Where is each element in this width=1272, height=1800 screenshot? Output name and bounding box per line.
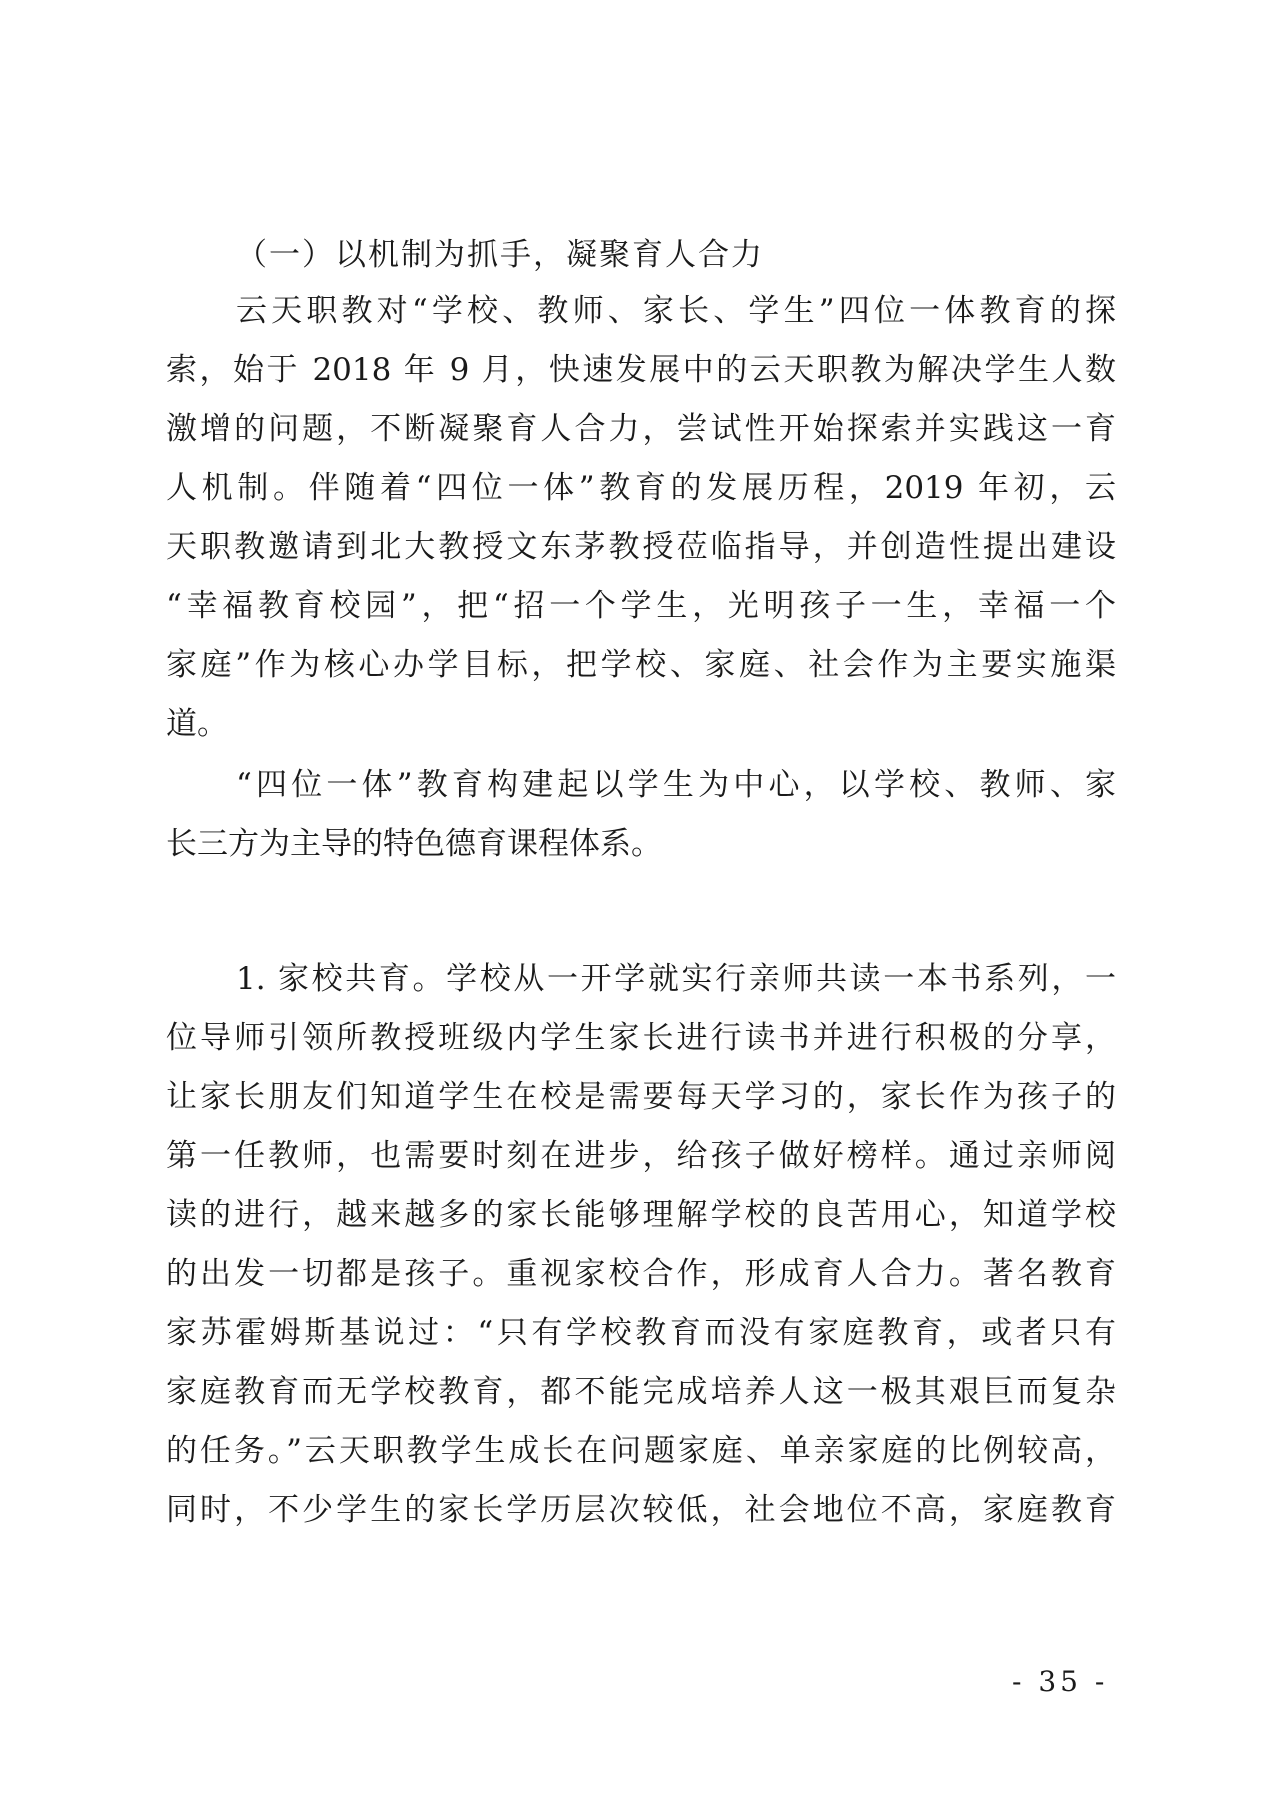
paragraph-3	[166, 950, 1116, 1540]
paragraph-2	[166, 756, 1116, 874]
paragraph-line: 读的进行，越来越多的家长能够理解学校的良苦用心，知道学校	[166, 1197, 1116, 1233]
paragraph-line: “四位一体”教育构建起以学生为中心，以学校、教师、家	[236, 767, 1116, 803]
paragraph-line: 家庭教育而无学校教育，都不能完成培养人这一极其艰巨而复杂	[166, 1374, 1116, 1410]
paragraph-line: 天职教邀请到北大教授文东茅教授莅临指导，并创造性提出建设	[166, 529, 1116, 565]
paragraph-line: 让家长朋友们知道学生在校是需要每天学习的，家长作为孩子的	[166, 1079, 1116, 1115]
paragraph-line: 的任务。”云天职教学生成长在问题家庭、单亲家庭的比例较高，	[166, 1433, 1116, 1469]
paragraph-1	[166, 282, 1116, 754]
paragraph-line: “幸福教育校园”，把“招一个学生，光明孩子一生，幸福一个	[166, 588, 1116, 624]
paragraph-line: 家苏霍姆斯基说过：“只有学校教育而没有家庭教育，或者只有	[166, 1315, 1116, 1351]
section-heading: （一）以机制为抓手，凝聚育人合力	[236, 237, 764, 273]
paragraph-line: 道。	[166, 706, 228, 742]
paragraph-line: 长三方为主导的特色德育课程体系。	[166, 826, 662, 862]
paragraph-line: 第一任教师，也需要时刻在进步，给孩子做好榜样。通过亲师阅	[166, 1138, 1116, 1174]
paragraph-line: 激增的问题，不断凝聚育人合力，尝试性开始探索并实践这一育	[166, 411, 1116, 447]
page-number: - 35 -	[1012, 1665, 1109, 1698]
paragraph-line: 1. 家校共育。学校从一开学就实行亲师共读一本书系列，一	[236, 961, 1116, 997]
paragraph-line: 云天职教对“学校、教师、家长、学生”四位一体教育的探	[236, 293, 1116, 329]
paragraph-line: 位导师引领所教授班级内学生家长进行读书并进行积极的分享，	[166, 1020, 1116, 1056]
paragraph-line: 的出发一切都是孩子。重视家校合作，形成育人合力。著名教育	[166, 1256, 1116, 1292]
paragraph-line: 索，始于 2018 年 9 月，快速发展中的云天职教为解决学生人数	[166, 352, 1116, 388]
paragraph-line: 人机制。伴随着“四位一体”教育的发展历程，2019 年初，云	[166, 470, 1116, 506]
paragraph-line: 同时，不少学生的家长学历层次较低，社会地位不高，家庭教育	[166, 1492, 1116, 1528]
paragraph-line: 家庭”作为核心办学目标，把学校、家庭、社会作为主要实施渠	[166, 647, 1116, 683]
